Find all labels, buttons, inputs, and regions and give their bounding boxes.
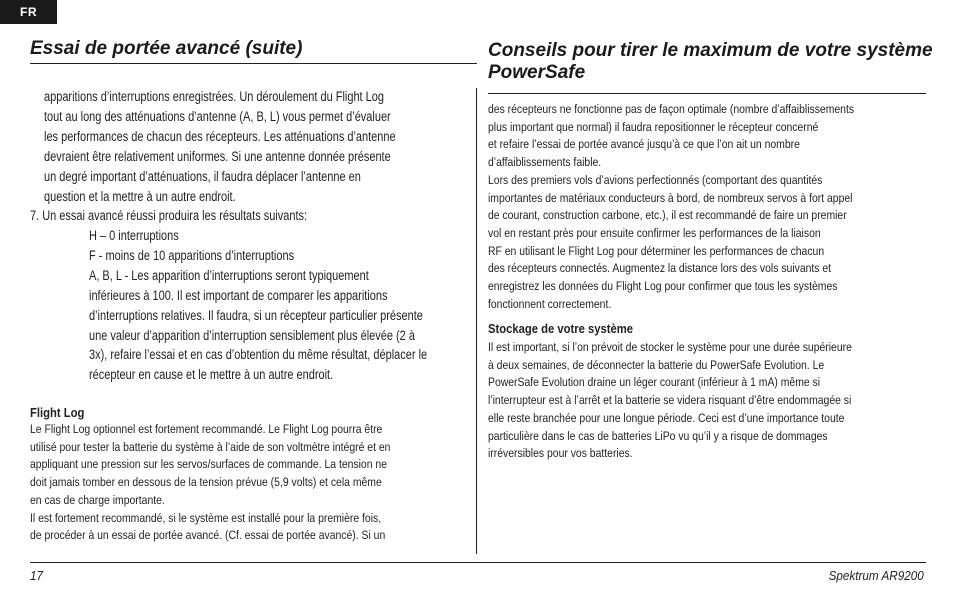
text-line: d’affaiblissements faible. [488,155,602,170]
result-item: inférieures à 100. Il est important de comparer les apparitions [89,287,388,303]
text-line: de courant, construction carbone, etc.), il est recommandé de faire un premier [488,208,847,223]
left-heading-rule [30,63,477,64]
text-line: un degré important d’atténuations, il faudra déplacer l’antenne en [44,168,361,184]
result-item: F - moins de 10 apparitions d’interruptions [89,247,295,263]
right-section-heading [488,40,933,84]
step-7-text [30,206,307,226]
text-line: Le Flight Log optionnel est fortement recommandé. Le Flight Log pourra être [30,422,383,436]
text-line: apparitions d’interruptions enregistrées. Un déroulement du Flight Log [44,89,384,104]
storage-paragraph [488,339,852,463]
text-line: à deux semaines, de déconnecter la batterie du PowerSafe Evolution. Le [488,357,825,372]
left-section-heading: Essai de portée avancé (suite) [30,38,303,59]
text-line: et refaire l’essai de portée avancé jusqu’à ce que l’on ait un nombre [488,137,800,152]
footer-rule [30,562,926,563]
flight-log-heading: Flight Log [30,406,85,420]
result-item: d’interruptions relatives. Il faudra, si un récepteur particulier présente [89,307,423,323]
text-line: en cas de charge importante. [30,492,165,507]
results-list [89,226,427,385]
text-line: Il est fortement recommandé, si le système est installé pour la première fois, [30,510,382,525]
heading-line: PowerSafe [488,62,586,83]
text-line: plus important que normal) il faudra repositionner le récepteur concerné [488,119,819,134]
text-line: fonctionnent correctement. [488,296,612,311]
text-line: 7. Un essai avancé réussi produira les résultats suivants: [30,208,308,223]
text-line: enregistrez les données du Flight Log pour confirmer que tous les systèmes [488,279,838,294]
text-line: des récepteurs connectés. Augmentez la distance lors des vols suivants et [488,261,832,276]
text-line: l’interrupteur est à l’arrêt et la batterie se videra risquant d’être endommagée si [488,393,852,408]
text-line: elle reste branchée pour une longue période. Ceci est d’une importance toute [488,410,845,425]
text-line: irréversibles pour vos batteries. [488,446,633,461]
text-line: de procéder à un essai de portée avancé. (Cf. essai de portée avancé). Si un [30,528,386,543]
column-divider [476,88,477,554]
page-number: 17 [30,568,44,583]
text-line: Il est important, si l’on prévoit de stocker le système pour une durée supérieure [488,340,852,354]
storage-heading: Stockage de votre système [488,322,634,336]
result-item: H – 0 interruptions [89,228,179,243]
right-heading-rule [488,93,926,94]
text-line: importantes de matériaux conducteurs à bord, de nombreux servos à fort appel [488,190,853,205]
text-line: les performances de chacun des récepteurs. Les atténuations d’antenne [44,128,396,144]
powersafe-tips-paragraph [488,101,854,313]
text-line: PowerSafe Evolution draine un léger courant (inférieur à 1 mA) même si [488,375,821,390]
text-line: des récepteurs ne fonctionne pas de façon optimale (nombre d’affaiblissements [488,102,855,116]
text-line: doit jamais tomber en dessous de la tension prévue (5,9 volts) et cela même [30,475,382,490]
text-line: RF en utilisant le Flight Log pour déterminer les performances de chacun [488,243,825,258]
footer-product-name: Spektrum AR9200 [828,568,924,583]
text-line: appliquant une pression sur les servos/surfaces de commande. La tension ne [30,457,387,472]
text-line: devraient être relativement uniformes. Si une antenne donnée présente [44,148,391,164]
result-item: récepteur en cause et le mettre à un autre endroit. [89,367,334,383]
text-line: particulière dans le cas de batteries LiPo vu qu’il y a risque de dommages [488,428,828,443]
result-item: A, B, L - Les apparition d’interruptions seront typiquement [89,267,369,283]
text-line: Lors des premiers vols d’avions perfectionnés (comportant des quantités [488,172,823,187]
left-intro-paragraph [44,87,396,206]
text-line: vol en restant près pour ensuite confirmer les performances de la liaison [488,225,821,240]
result-item: une valeur d’apparition d’interruption sensiblement plus élevée (2 à [89,327,415,343]
result-item: 3x), refaire l’essai et en cas d’obtention du même résultat, déplacer le [89,347,428,363]
text-line: tout au long des atténuations d’antenne (A, B, L) vous permet d’évaluer [44,108,391,124]
heading-line: Conseils pour tirer le maximum de votre système [488,40,933,61]
text-line: utilisé pour tester la batterie du système à l’aide de son voltmètre intégré et en [30,439,391,454]
flight-log-paragraph [30,421,390,545]
language-tab: FR [0,0,57,24]
text-line: question et la mettre à un autre endroit. [44,188,236,204]
